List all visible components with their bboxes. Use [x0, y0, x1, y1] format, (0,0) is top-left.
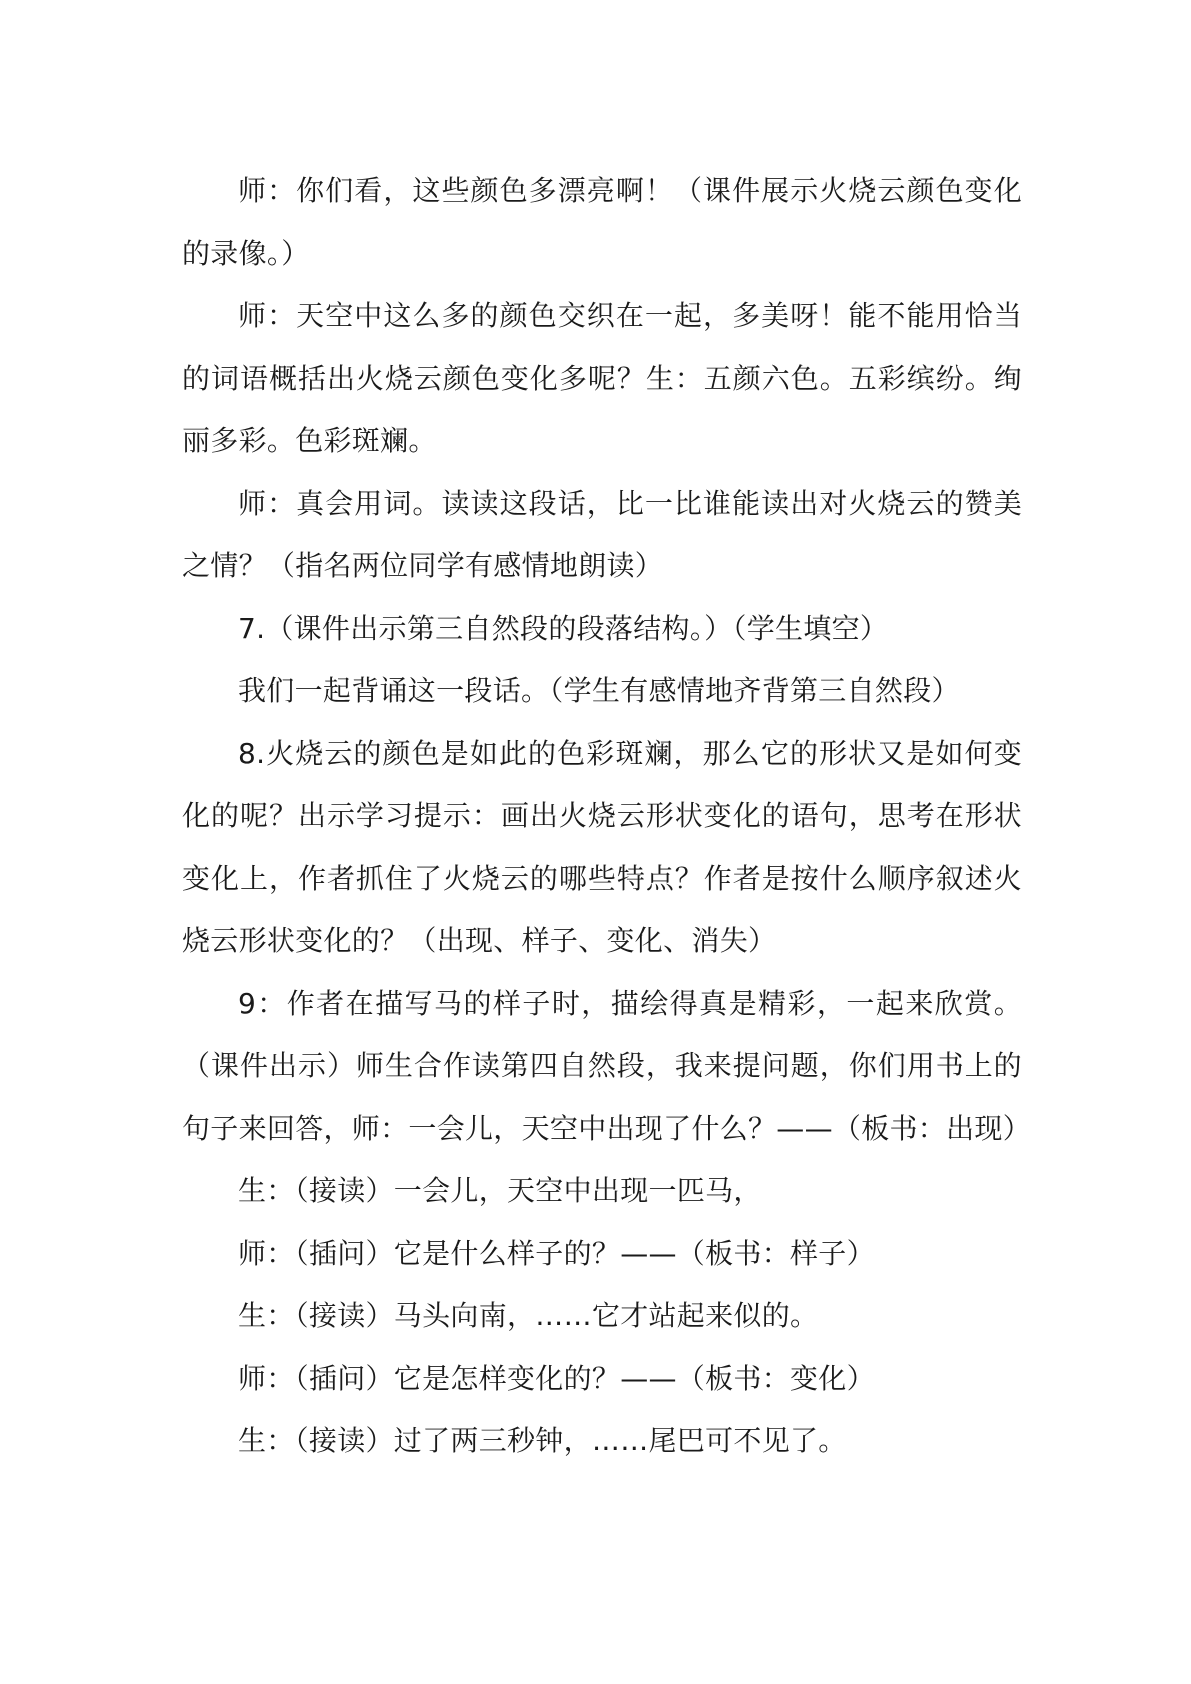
paragraph-5: 我们一起背诵这一段话。（学生有感情地齐背第三自然段）: [238, 674, 960, 707]
paragraph-6: 8.火烧云的颜色是如此的色彩斑斓，那么它的形状又是如何变化的呢？出示学习提示：画出火烧云形状变化的语句，思考在形状变化上，作者抓住了火烧云的哪些特点？作者是按什么顺序叙述火烧云形状变化的？（出现、样子、变化、消失）: [182, 736, 1022, 957]
paragraph-9: 师：（插问）它是什么样子的？——（板书：样子）: [238, 1236, 875, 1270]
paragraph-1: 师：你们看，这些颜色多漂亮啊！（课件展示火烧云颜色变化的录像。）: [182, 174, 1022, 270]
paragraph-12: 生：（接读）过了两三秒钟，……尾巴可不见了。: [238, 1424, 847, 1457]
paragraph-7: 9：作者在描写马的样子时，描绘得真是精彩，一起来欣赏。（课件出示）师生合作读第四自然段，我来提问题，你们用书上的句子来回答，师：一会儿，天空中出现了什么？——（板书：出现）: [182, 986, 1032, 1145]
paragraph-4: 7.（课件出示第三自然段的段落结构。）（学生填空）: [238, 611, 889, 645]
paragraph-8: 生：（接读）一会儿，天空中出现一匹马，: [238, 1174, 762, 1207]
paragraph-10: 生：（接读）马头向南，……它才站起来似的。: [238, 1299, 819, 1332]
document-body: [182, 160, 1032, 1473]
paragraph-3: 师：真会用词。读读这段话，比一比谁能读出对火烧云的赞美之情？（指名两位同学有感情地朗读）: [182, 486, 1022, 582]
paragraph-11: 师：（插问）它是怎样变化的？——（板书：变化）: [238, 1361, 875, 1395]
paragraph-2: 师：天空中这么多的颜色交织在一起，多美呀！能不能用恰当的词语概括出火烧云颜色变化多呢？生：五颜六色。五彩缤纷。绚丽多彩。色彩斑斓。: [182, 299, 1022, 457]
